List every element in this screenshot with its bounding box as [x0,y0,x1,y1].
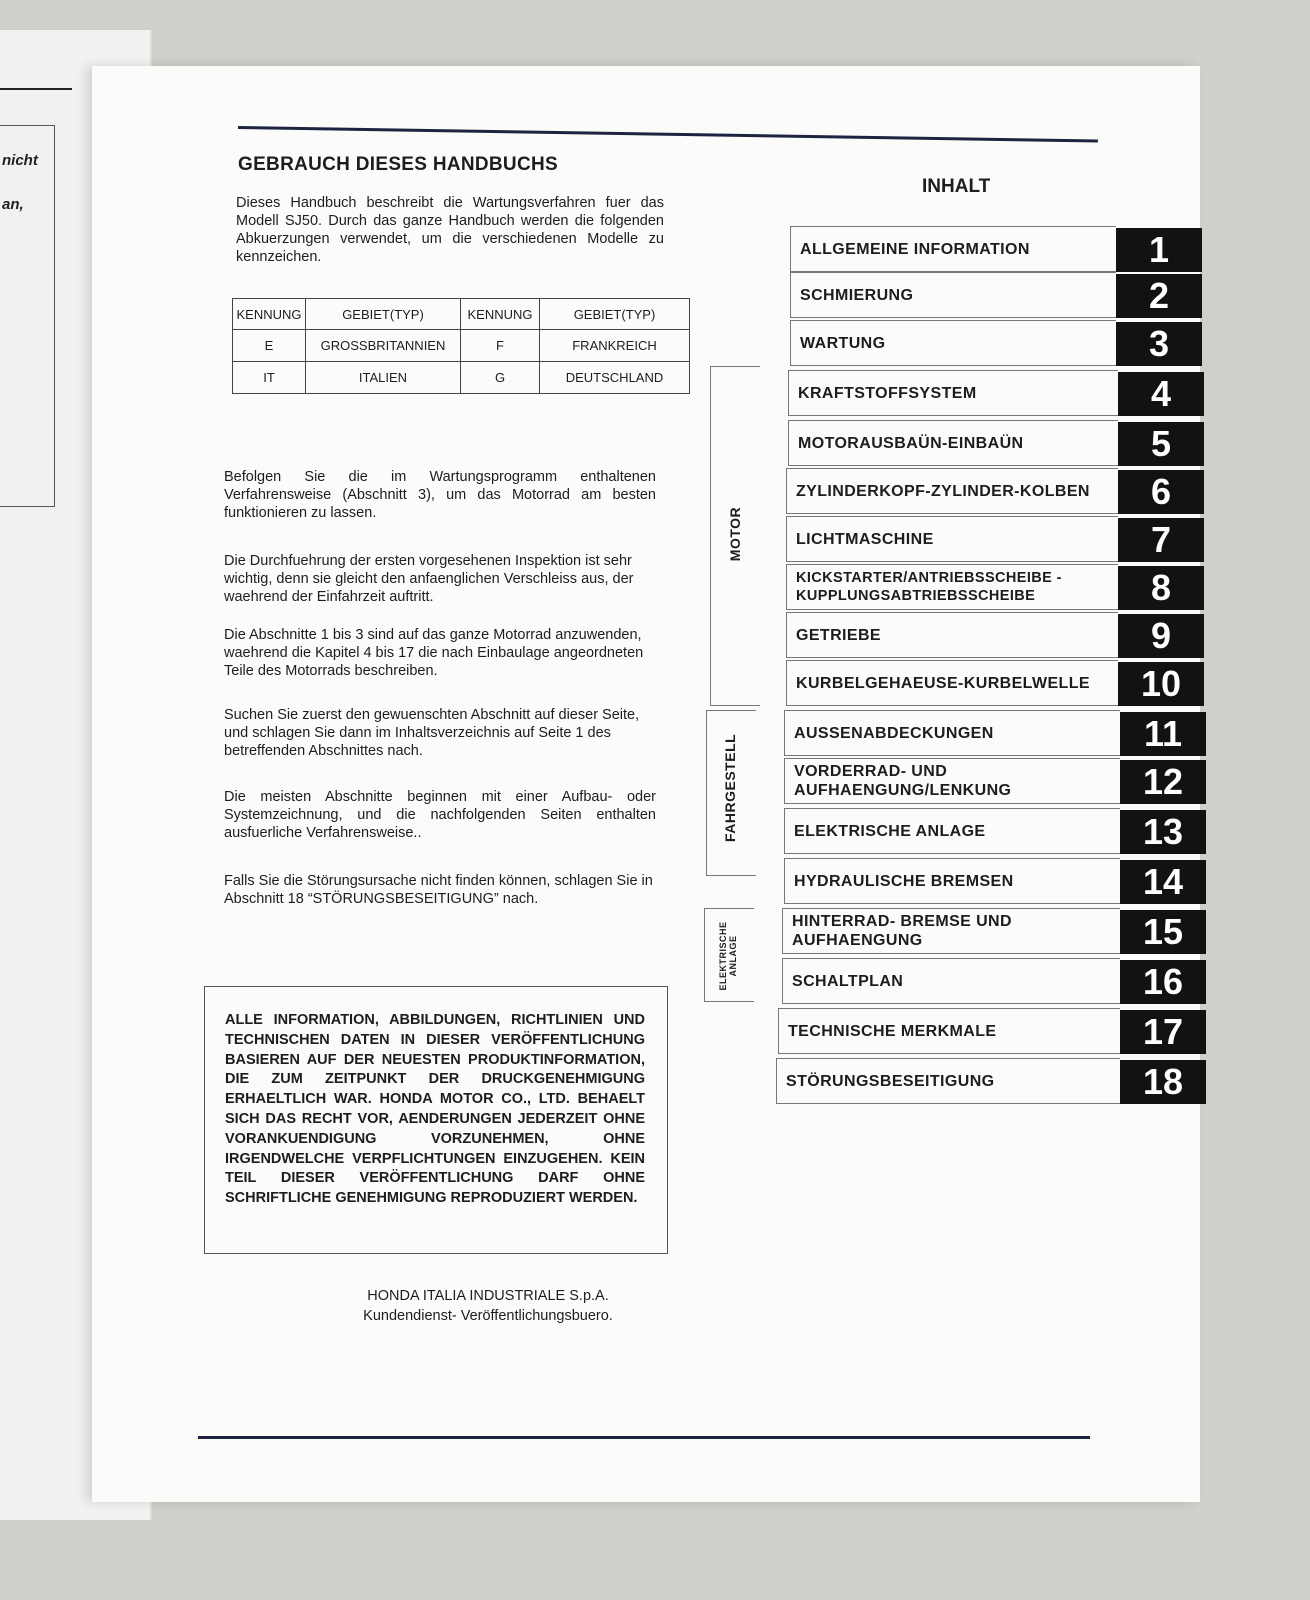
toc-item-label: ZYLINDERKOPF-ZYLINDER-KOLBEN [786,468,1118,514]
body-paragraph: Befolgen Sie die im Wartungsprogramm enthaltenen Verfahrensweise (Abschnitt 3), um das Motorrad am besten funktionieren zu lassen. [224,469,656,521]
section-number-tab: 7 [1118,518,1204,562]
toc-item-label: WARTUNG [790,320,1116,366]
table-header: GEBIET(TYP) [306,299,461,330]
toc-item[interactable] [758,320,1190,368]
toc-item-label: TECHNISCHE MERKMALE [778,1008,1120,1054]
body-paragraph: Falls Sie die Störungsursache nicht finden können, schlagen Sie in Abschnitt 18 “STÖRUNGSBESEITIGUNG” nach. [224,873,653,907]
table-row [233,330,690,362]
copyright-notice: ALLE INFORMATION, ABBILDUNGEN, RICHTLINIEN UND TECHNISCHEN DATEN IN DIESER VERÖFFENTLICHUNG BASIEREN AUF DER NEUESTEN PRODUKTINFORMATION, DIE ZUM ZEITPUNKT DER DRUCKGENEHMIGUNG ERHAELTLICH WAR. HONDA MOTOR CO., LTD. BEHAELT SICH DAS RECHT VOR, AENDERUNGEN JEDERZEIT OHNE VORANKUENDIGUNG VORZUNEHMEN, OHNE IRGENDWELCHE VERPFLICHTUNGEN EINZUGEHEN. KEIN TEIL DIESER VERÖFFENTLICHUNG DARF OHNE SCHRIFTLICHE GENEHMIGUNG REPRODUZIERT WERDEN. [204,986,668,1254]
toc-item[interactable] [758,272,1190,320]
publisher-department: Kundendienst- Veröffentlichungsbuero. [363,1308,613,1324]
group-label-elektrische-anlage: ELEKTRISCHE ANLAGE [718,921,738,991]
table-cell: F [461,330,540,362]
toc-item-label: LICHTMASCHINE [786,516,1118,562]
table-cell: IT [233,362,306,394]
section-number-tab: 5 [1118,422,1204,466]
toc-item-label: ALLGEMEINE INFORMATION [790,226,1116,272]
section-number-tab: 16 [1120,960,1206,1004]
table-header: KENNUNG [461,299,540,330]
table-cell: DEUTSCHLAND [540,362,690,394]
publisher-name: HONDA ITALIA INDUSTRIALE S.p.A. [367,1288,609,1304]
section-number-tab: 10 [1118,662,1204,706]
toc-item[interactable] [758,420,1190,468]
toc-item-label: KRAFTSTOFFSYSTEM [788,370,1118,416]
section-number-tab: 11 [1120,712,1206,756]
section-number-tab: 6 [1118,470,1204,514]
section-number-tab: 8 [1118,566,1204,610]
body-paragraph: Die meisten Abschnitte beginnen mit einer Aufbau- oder Systemzeichnung, und die nachfolgenden Seiten enthalten ausfuerliche Verfahrensweise.. [224,789,656,841]
toc-item[interactable] [758,710,1190,758]
toc-item[interactable] [758,226,1190,274]
section-number-tab: 3 [1116,322,1202,366]
toc-item[interactable] [758,1058,1190,1106]
section-number-tab: 14 [1120,860,1206,904]
toc-item[interactable] [758,564,1190,612]
table-header: GEBIET(TYP) [540,299,690,330]
toc-item-label: STÖRUNGSBESEITIGUNG [776,1058,1120,1104]
top-rule [238,126,1098,143]
previous-page-text: an, [2,196,24,213]
section-number-tab: 13 [1120,810,1206,854]
body-paragraph: Die Abschnitte 1 bis 3 sind auf das ganze Motorrad anzuwenden, waehrend die Kapitel 4 bis 17 die nach Einbaulage angeordneten Teile des Motorrads beschreiben. [224,627,644,679]
group-label-motor: MOTOR [727,506,743,562]
bottom-rule [198,1436,1090,1439]
toc-item[interactable] [758,468,1190,516]
section-number-tab: 9 [1118,614,1204,658]
table-cell: G [461,362,540,394]
body-paragraph: Suchen Sie zuerst den gewuenschten Abschnitt auf dieser Seite, und schlagen Sie dann im Inhaltsverzeichnis auf Seite 1 des betreffenden Abschnittes nach. [224,707,640,759]
toc-item[interactable] [758,660,1190,708]
section-number-tab: 18 [1120,1060,1206,1104]
previous-page-rule [0,88,72,90]
toc-item-label: GETRIEBE [786,612,1118,658]
toc-item-label: AUSSENABDECKUNGEN [784,710,1120,756]
section-number-tab: 12 [1120,760,1206,804]
toc-item-label: KICKSTARTER/ANTRIEBSSCHEIBE -KUPPLUNGSABTRIEBSSCHEIBE [786,564,1118,610]
toc-item-label: VORDERRAD- UND AUFHAENGUNG/LENKUNG [784,758,1120,804]
table-cell: GROSSBRITANNIEN [306,330,461,362]
toc-item-label: ELEKTRISCHE ANLAGE [784,808,1120,854]
toc-item-label: KURBELGEHAEUSE-KURBELWELLE [786,660,1118,706]
table-cell: E [233,330,306,362]
section-number-tab: 17 [1120,1010,1206,1054]
toc-item[interactable] [758,370,1190,418]
table-cell: FRANKREICH [540,330,690,362]
toc-item[interactable] [758,908,1190,956]
toc-item[interactable] [758,808,1190,856]
toc-item-label: HINTERRAD- BREMSE UND AUFHAENGUNG [782,908,1120,954]
toc-item[interactable] [758,1008,1190,1056]
section-number-tab: 4 [1118,372,1204,416]
toc-item-label: HYDRAULISCHE BREMSEN [784,858,1120,904]
toc-item[interactable] [758,758,1190,806]
page-title: GEBRAUCH DIESES HANDBUCHS [238,154,558,175]
publisher-info [328,1286,648,1326]
toc-item-label: SCHALTPLAN [782,958,1120,1004]
table-row [233,362,690,394]
toc-item[interactable] [758,516,1190,564]
section-number-tab: 15 [1120,910,1206,954]
toc-item-label: MOTORAUSBAÜN-EINBAÜN [788,420,1118,466]
toc-item[interactable] [758,958,1190,1006]
model-codes-table [232,298,690,394]
table-of-contents [718,226,1190,1226]
toc-item[interactable] [758,858,1190,906]
section-number-tab: 2 [1116,274,1202,318]
body-paragraph: Die Durchfuehrung der ersten vorgesehenen Inspektion ist sehr wichtig, denn sie gleicht den anfaenglichen Verschleiss aus, der waehrend der Einfahrzeit auftritt. [224,553,634,605]
intro-paragraph: Dieses Handbuch beschreibt die Wartungsverfahren fuer das Modell SJ50. Durch das ganze Handbuch werden die folgenden Abkuerzungen verwendet, um die verschiedenen Modelle zu kennzeichen. [236,195,664,265]
toc-title: INHALT [922,176,991,197]
section-number-tab: 1 [1116,228,1202,272]
group-label-fahrgestell: FAHRGESTELL [722,733,738,842]
toc-item[interactable] [758,612,1190,660]
table-cell: ITALIEN [306,362,461,394]
toc-item-label: SCHMIERUNG [790,272,1116,318]
table-header-row [233,299,690,330]
previous-page-box [0,125,55,507]
previous-page-text: nicht [2,152,38,169]
manual-page [92,66,1200,1502]
table-header: KENNUNG [233,299,306,330]
